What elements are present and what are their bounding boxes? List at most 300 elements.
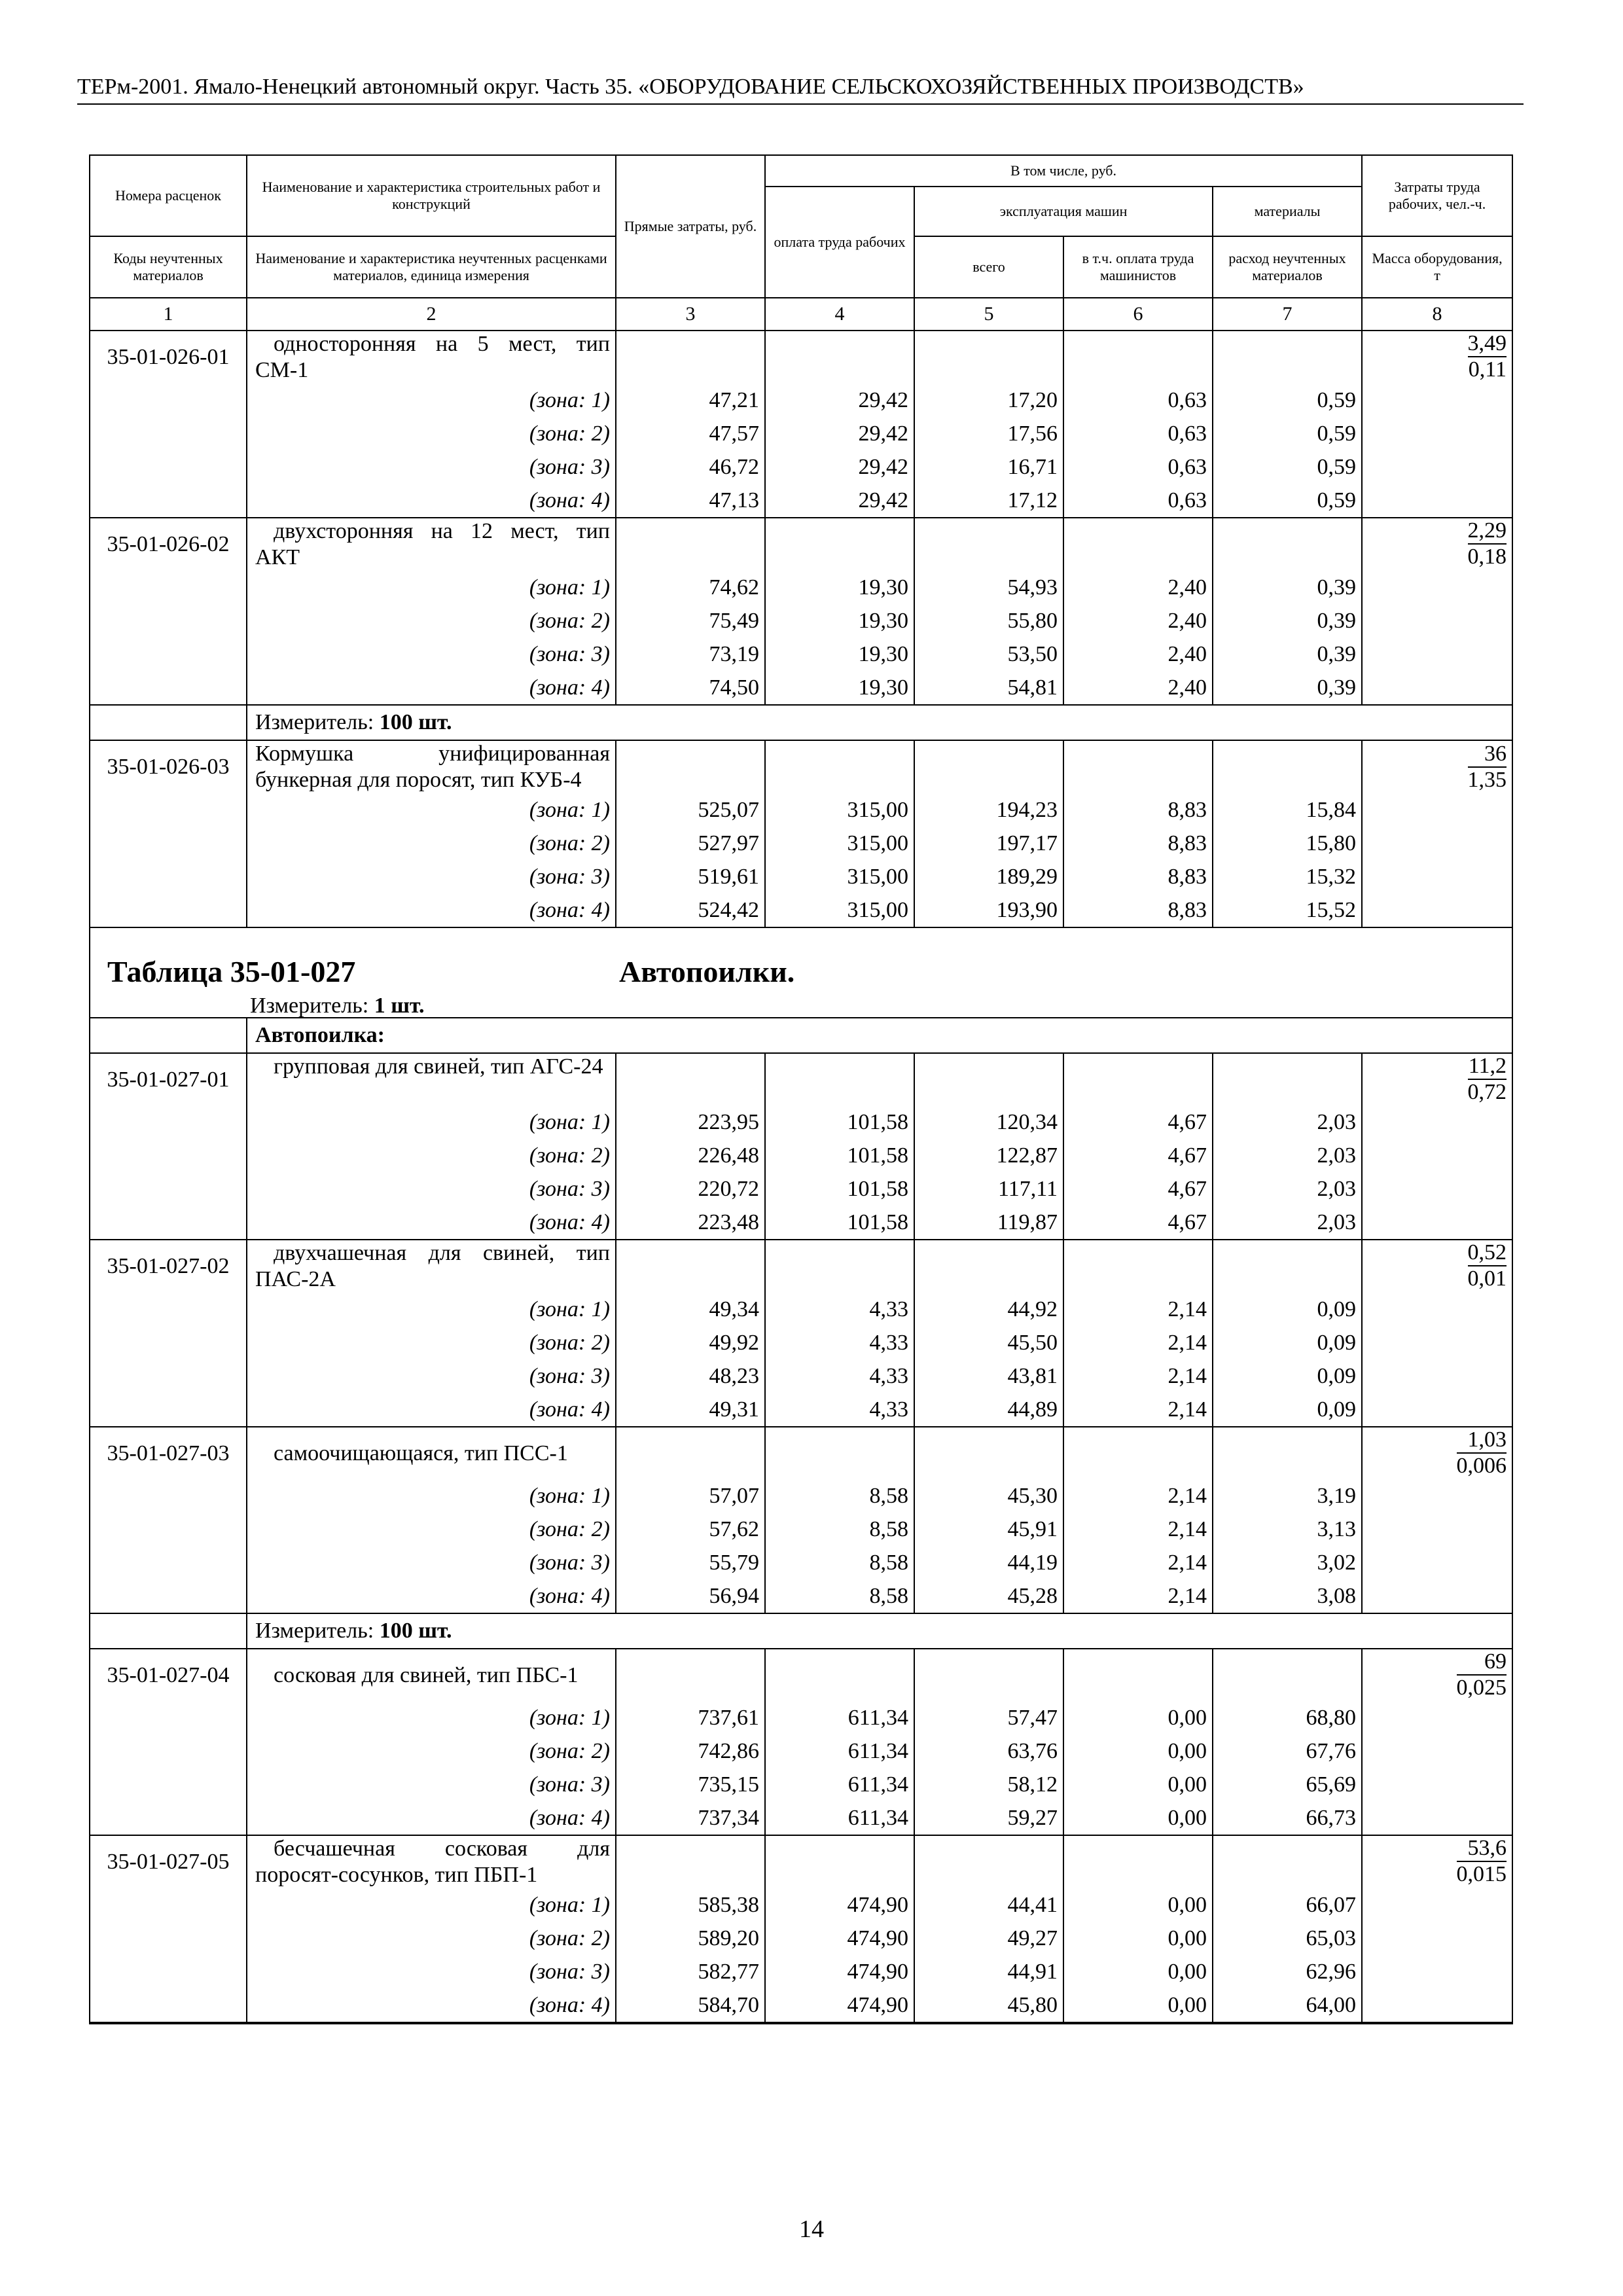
price-item-row [90, 1835, 1512, 1888]
zone-row [90, 1579, 1512, 1613]
labor-mass-fraction [1457, 1649, 1507, 1700]
labor-pay: 101,58 [765, 1139, 914, 1172]
machinists-pay: 2,14 [1063, 1513, 1213, 1546]
header-col4: оплата труда рабочих [765, 187, 914, 298]
machines-total: 16,71 [914, 450, 1063, 484]
zone-label: (зона: 4) [247, 1988, 616, 2023]
zone-row [90, 893, 1512, 927]
labor-pay: 474,90 [765, 1955, 914, 1988]
materials-cost: 2,03 [1213, 1139, 1362, 1172]
zone-label: (зона: 3) [247, 1172, 616, 1206]
zone-row [90, 1359, 1512, 1393]
labor-pay: 611,34 [765, 1801, 914, 1835]
labor-pay: 29,42 [765, 417, 914, 450]
machines-total: 189,29 [914, 860, 1063, 893]
zone-row [90, 1326, 1512, 1359]
header-machines: эксплуатация машин [914, 187, 1213, 236]
labor-pay: 4,33 [765, 1293, 914, 1326]
header-materials: материалы [1213, 187, 1362, 236]
labor-pay: 19,30 [765, 637, 914, 671]
header-col2-bottom: Наименование и характеристика неучтенных расценками материалов, единица измерения [247, 236, 616, 298]
machines-total: 45,50 [914, 1326, 1063, 1359]
header-col8-top: Затраты труда рабочих, чел.-ч. [1362, 155, 1512, 236]
machines-total: 197,17 [914, 827, 1063, 860]
labor-pay: 315,00 [765, 893, 914, 927]
zone-row [90, 604, 1512, 637]
direct-cost: 735,15 [616, 1768, 765, 1801]
materials-cost: 15,32 [1213, 860, 1362, 893]
machinists-pay: 2,40 [1063, 571, 1213, 604]
zone-label: (зона: 3) [247, 450, 616, 484]
zone-row [90, 1139, 1512, 1172]
measure-unit: 100 шт. [379, 710, 452, 734]
price-table [89, 154, 1513, 2024]
equipment-mass: 0,11 [1468, 357, 1507, 382]
direct-cost: 47,21 [616, 384, 765, 417]
labor-mass-fraction [1468, 331, 1507, 382]
price-code: 35-01-026-03 [90, 740, 247, 793]
direct-cost: 55,79 [616, 1546, 765, 1579]
labor-pay: 315,00 [765, 860, 914, 893]
machinists-pay: 2,40 [1063, 671, 1213, 705]
labor-pay: 19,30 [765, 571, 914, 604]
machinists-pay: 2,14 [1063, 1393, 1213, 1427]
labor-cost: 53,6 [1457, 1836, 1507, 1862]
zone-row [90, 1734, 1512, 1768]
zone-row [90, 1955, 1512, 1988]
machinists-pay: 0,00 [1063, 1888, 1213, 1922]
price-code: 35-01-027-02 [90, 1240, 247, 1293]
machinists-pay: 0,00 [1063, 1988, 1213, 2023]
column-number: 4 [765, 298, 914, 331]
zone-label: (зона: 1) [247, 1888, 616, 1922]
machines-total: 59,27 [914, 1801, 1063, 1835]
group-title: Автопоилка: [247, 1018, 1512, 1053]
machinists-pay: 2,14 [1063, 1293, 1213, 1326]
labor-pay: 19,30 [765, 604, 914, 637]
item-name: групповая для свиней, тип АГС-24 [247, 1053, 616, 1105]
materials-cost: 67,76 [1213, 1734, 1362, 1768]
column-number: 5 [914, 298, 1063, 331]
direct-cost: 527,97 [616, 827, 765, 860]
machinists-pay: 0,00 [1063, 1801, 1213, 1835]
zone-label: (зона: 1) [247, 1701, 616, 1734]
measure-label: Измеритель: [250, 994, 369, 1018]
direct-cost: 524,42 [616, 893, 765, 927]
zone-row [90, 1206, 1512, 1240]
zone-row [90, 384, 1512, 417]
direct-cost: 57,07 [616, 1479, 765, 1513]
price-code: 35-01-027-01 [90, 1053, 247, 1105]
machines-total: 49,27 [914, 1922, 1063, 1955]
column-number: 7 [1213, 298, 1362, 331]
zone-row [90, 637, 1512, 671]
item-name: бесчашечная сосковая для поросят-сосунков, тип ПБП-1 [247, 1835, 616, 1888]
machines-total: 58,12 [914, 1768, 1063, 1801]
materials-cost: 0,59 [1213, 484, 1362, 518]
price-item-row [90, 331, 1512, 384]
direct-cost: 742,86 [616, 1734, 765, 1768]
machines-total: 57,47 [914, 1701, 1063, 1734]
zone-label: (зона: 4) [247, 893, 616, 927]
direct-cost: 589,20 [616, 1922, 765, 1955]
materials-cost: 2,03 [1213, 1172, 1362, 1206]
labor-mass-fraction [1457, 1427, 1507, 1479]
direct-cost: 226,48 [616, 1139, 765, 1172]
labor-pay: 474,90 [765, 1888, 914, 1922]
machines-total: 54,93 [914, 571, 1063, 604]
direct-cost: 75,49 [616, 604, 765, 637]
direct-cost: 525,07 [616, 793, 765, 827]
zone-label: (зона: 3) [247, 1955, 616, 1988]
labor-pay: 8,58 [765, 1579, 914, 1613]
labor-pay: 4,33 [765, 1393, 914, 1427]
measure-line [250, 994, 425, 1018]
labor-cost: 0,52 [1468, 1240, 1507, 1266]
machinists-pay: 4,67 [1063, 1206, 1213, 1240]
labor-pay: 315,00 [765, 827, 914, 860]
direct-cost: 584,70 [616, 1988, 765, 2023]
materials-cost: 2,03 [1213, 1206, 1362, 1240]
equipment-mass: 0,01 [1467, 1266, 1507, 1291]
equipment-mass: 0,015 [1456, 1862, 1507, 1886]
measure-row [90, 1613, 1512, 1649]
zone-row [90, 1988, 1512, 2023]
materials-cost: 0,09 [1213, 1393, 1362, 1427]
column-number: 1 [90, 298, 247, 331]
zone-label: (зона: 1) [247, 1293, 616, 1326]
labor-pay: 474,90 [765, 1922, 914, 1955]
zone-row [90, 860, 1512, 893]
direct-cost: 48,23 [616, 1359, 765, 1393]
measure-unit: 100 шт. [379, 1619, 452, 1643]
zone-label: (зона: 2) [247, 1734, 616, 1768]
machines-total: 43,81 [914, 1359, 1063, 1393]
machinists-pay: 0,63 [1063, 484, 1213, 518]
labor-pay: 4,33 [765, 1359, 914, 1393]
labor-pay: 474,90 [765, 1988, 914, 2023]
materials-cost: 0,59 [1213, 417, 1362, 450]
machines-total: 117,11 [914, 1172, 1063, 1206]
column-number: 2 [247, 298, 616, 331]
machines-total: 44,92 [914, 1293, 1063, 1326]
direct-cost: 73,19 [616, 637, 765, 671]
item-name: двухсторонняя на 12 мест, тип АКТ [247, 518, 616, 571]
table-name: Автопоилки. [619, 955, 795, 988]
direct-cost: 737,34 [616, 1801, 765, 1835]
machines-total: 44,91 [914, 1955, 1063, 1988]
price-code: 35-01-027-05 [90, 1835, 247, 1888]
materials-cost: 66,07 [1213, 1888, 1362, 1922]
equipment-mass: 0,18 [1467, 545, 1507, 569]
zone-row [90, 1513, 1512, 1546]
equipment-mass: 0,006 [1456, 1454, 1507, 1478]
machinists-pay: 0,00 [1063, 1955, 1213, 1988]
page-header: ТЕРм-2001. Ямало-Ненецкий автономный округ. Часть 35. «ОБОРУДОВАНИЕ СЕЛЬСКОХОЗЯЙСТВЕННЫХ ПРОИЗВОДСТВ» [77, 73, 1524, 105]
direct-cost: 49,34 [616, 1293, 765, 1326]
machinists-pay: 0,63 [1063, 417, 1213, 450]
header-col3: Прямые затраты, руб. [616, 155, 765, 298]
direct-cost: 49,31 [616, 1393, 765, 1427]
measure-label: Измеритель: [255, 710, 374, 734]
materials-cost: 66,73 [1213, 1801, 1362, 1835]
machinists-pay: 2,14 [1063, 1359, 1213, 1393]
zone-label: (зона: 3) [247, 1768, 616, 1801]
column-number: 3 [616, 298, 765, 331]
price-item-row [90, 1649, 1512, 1701]
machinists-pay: 0,00 [1063, 1768, 1213, 1801]
price-item-row [90, 740, 1512, 793]
machinists-pay: 0,63 [1063, 450, 1213, 484]
machines-total: 120,34 [914, 1105, 1063, 1139]
price-code: 35-01-027-03 [90, 1427, 247, 1479]
machinists-pay: 0,00 [1063, 1701, 1213, 1734]
machines-total: 54,81 [914, 671, 1063, 705]
machines-total: 194,23 [914, 793, 1063, 827]
labor-pay: 611,34 [765, 1734, 914, 1768]
column-number: 6 [1063, 298, 1213, 331]
machines-total: 45,30 [914, 1479, 1063, 1513]
labor-pay: 101,58 [765, 1206, 914, 1240]
machines-total: 63,76 [914, 1734, 1063, 1768]
materials-cost: 0,59 [1213, 384, 1362, 417]
equipment-mass: 0,025 [1456, 1676, 1507, 1700]
machinists-pay: 2,14 [1063, 1479, 1213, 1513]
direct-cost: 585,38 [616, 1888, 765, 1922]
labor-pay: 101,58 [765, 1172, 914, 1206]
machinists-pay: 2,14 [1063, 1546, 1213, 1579]
labor-cost: 3,49 [1468, 331, 1507, 357]
measure-label: Измеритель: [255, 1619, 374, 1643]
page-number: 14 [799, 2215, 824, 2243]
zone-label: (зона: 2) [247, 1922, 616, 1955]
group-row [90, 1018, 1512, 1053]
price-item-row [90, 518, 1512, 571]
materials-cost: 3,13 [1213, 1513, 1362, 1546]
header-col1-top: Номера расценок [90, 155, 247, 236]
direct-cost: 220,72 [616, 1172, 765, 1206]
zone-row [90, 827, 1512, 860]
machines-total: 193,90 [914, 893, 1063, 927]
zone-label: (зона: 2) [247, 1139, 616, 1172]
zone-row [90, 793, 1512, 827]
labor-pay: 4,33 [765, 1326, 914, 1359]
labor-pay: 19,30 [765, 671, 914, 705]
materials-cost: 65,69 [1213, 1768, 1362, 1801]
zone-row [90, 1546, 1512, 1579]
labor-pay: 611,34 [765, 1768, 914, 1801]
machines-total: 119,87 [914, 1206, 1063, 1240]
zone-label: (зона: 4) [247, 1801, 616, 1835]
machinists-pay: 8,83 [1063, 827, 1213, 860]
labor-mass-fraction [1457, 1836, 1507, 1887]
labor-cost: 2,29 [1468, 518, 1507, 545]
machinists-pay: 4,67 [1063, 1139, 1213, 1172]
zone-row [90, 450, 1512, 484]
direct-cost: 47,57 [616, 417, 765, 450]
materials-cost: 0,09 [1213, 1293, 1362, 1326]
direct-cost: 57,62 [616, 1513, 765, 1546]
direct-cost: 46,72 [616, 450, 765, 484]
zone-label: (зона: 3) [247, 1359, 616, 1393]
zone-label: (зона: 2) [247, 417, 616, 450]
header-col1-bottom: Коды неучтенных материалов [90, 236, 247, 298]
zone-label: (зона: 4) [247, 671, 616, 705]
direct-cost: 74,62 [616, 571, 765, 604]
zone-label: (зона: 2) [247, 827, 616, 860]
zone-label: (зона: 1) [247, 793, 616, 827]
item-name: Кормушка унифицированная бункерная для поросят, тип КУБ-4 [247, 740, 616, 793]
equipment-mass: 1,35 [1467, 767, 1507, 792]
zone-row [90, 1293, 1512, 1326]
machines-total: 17,56 [914, 417, 1063, 450]
zone-label: (зона: 1) [247, 384, 616, 417]
measure-unit: 1 шт. [374, 994, 425, 1018]
labor-cost: 69 [1457, 1649, 1507, 1676]
labor-pay: 611,34 [765, 1701, 914, 1734]
labor-pay: 8,58 [765, 1479, 914, 1513]
labor-mass-fraction [1468, 1240, 1507, 1291]
item-name: двухчашечная для свиней, тип ПАС-2А [247, 1240, 616, 1293]
machines-total: 44,89 [914, 1393, 1063, 1427]
machinists-pay: 2,40 [1063, 637, 1213, 671]
machinists-pay: 2,14 [1063, 1326, 1213, 1359]
machines-total: 45,80 [914, 1988, 1063, 2023]
labor-cost: 1,03 [1457, 1427, 1507, 1454]
labor-pay: 315,00 [765, 793, 914, 827]
machines-total: 45,91 [914, 1513, 1063, 1546]
materials-cost: 3,19 [1213, 1479, 1362, 1513]
zone-label: (зона: 3) [247, 637, 616, 671]
machinists-pay: 8,83 [1063, 793, 1213, 827]
zone-row [90, 1768, 1512, 1801]
direct-cost: 519,61 [616, 860, 765, 893]
zone-row [90, 1105, 1512, 1139]
zone-row [90, 571, 1512, 604]
labor-cost: 11,2 [1468, 1054, 1507, 1080]
machines-total: 44,41 [914, 1888, 1063, 1922]
materials-cost: 15,84 [1213, 793, 1362, 827]
labor-pay: 29,42 [765, 450, 914, 484]
materials-cost: 3,08 [1213, 1579, 1362, 1613]
price-table-sheet [89, 154, 1512, 2024]
item-name: самоочищающаяся, тип ПСС-1 [247, 1427, 616, 1479]
header-col2-top: Наименование и характеристика строительных работ и конструкций [247, 155, 616, 236]
zone-row [90, 671, 1512, 705]
materials-cost: 0,39 [1213, 671, 1362, 705]
materials-cost: 64,00 [1213, 1988, 1362, 2023]
direct-cost: 737,61 [616, 1701, 765, 1734]
table-title-row [90, 927, 1512, 1018]
machines-total: 17,20 [914, 384, 1063, 417]
zone-label: (зона: 1) [247, 571, 616, 604]
price-item-row [90, 1427, 1512, 1479]
materials-cost: 0,39 [1213, 604, 1362, 637]
materials-cost: 15,52 [1213, 893, 1362, 927]
zone-row [90, 1888, 1512, 1922]
machinists-pay: 2,14 [1063, 1579, 1213, 1613]
labor-mass-fraction [1468, 1054, 1507, 1105]
materials-cost: 2,03 [1213, 1105, 1362, 1139]
labor-pay: 8,58 [765, 1546, 914, 1579]
header-col5: всего [914, 236, 1063, 298]
header-col6: в т.ч. оплата труда машинистов [1063, 236, 1213, 298]
zone-row [90, 484, 1512, 518]
zone-label: (зона: 2) [247, 604, 616, 637]
equipment-mass: 0,72 [1467, 1080, 1507, 1104]
machinists-pay: 8,83 [1063, 860, 1213, 893]
machinists-pay: 2,40 [1063, 604, 1213, 637]
header-col8-bottom: Масса оборудования, т [1362, 236, 1512, 298]
materials-cost: 0,39 [1213, 637, 1362, 671]
zone-label: (зона: 2) [247, 1513, 616, 1546]
measure-row [90, 705, 1512, 740]
materials-cost: 0,09 [1213, 1326, 1362, 1359]
zone-row [90, 1701, 1512, 1734]
labor-pay: 29,42 [765, 484, 914, 518]
price-code: 35-01-026-02 [90, 518, 247, 571]
machinists-pay: 4,67 [1063, 1172, 1213, 1206]
machinists-pay: 8,83 [1063, 893, 1213, 927]
zone-row [90, 1172, 1512, 1206]
machinists-pay: 0,00 [1063, 1922, 1213, 1955]
price-item-row [90, 1053, 1512, 1105]
header-col7: расход неучтенных материалов [1213, 236, 1362, 298]
labor-pay: 8,58 [765, 1513, 914, 1546]
zone-label: (зона: 2) [247, 1326, 616, 1359]
machines-total: 122,87 [914, 1139, 1063, 1172]
labor-pay: 29,42 [765, 384, 914, 417]
direct-cost: 47,13 [616, 484, 765, 518]
materials-cost: 68,80 [1213, 1701, 1362, 1734]
item-name: односторонняя на 5 мест, тип СМ-1 [247, 331, 616, 384]
direct-cost: 49,92 [616, 1326, 765, 1359]
direct-cost: 223,48 [616, 1206, 765, 1240]
zone-label: (зона: 1) [247, 1479, 616, 1513]
zone-row [90, 1393, 1512, 1427]
machinists-pay: 0,63 [1063, 384, 1213, 417]
zone-row [90, 1801, 1512, 1835]
machines-total: 55,80 [914, 604, 1063, 637]
materials-cost: 0,09 [1213, 1359, 1362, 1393]
direct-cost: 56,94 [616, 1579, 765, 1613]
materials-cost: 62,96 [1213, 1955, 1362, 1988]
direct-cost: 582,77 [616, 1955, 765, 1988]
price-item-row [90, 1240, 1512, 1293]
machinists-pay: 4,67 [1063, 1105, 1213, 1139]
zone-label: (зона: 4) [247, 1206, 616, 1240]
machinists-pay: 0,00 [1063, 1734, 1213, 1768]
zone-label: (зона: 3) [247, 860, 616, 893]
machines-total: 53,50 [914, 637, 1063, 671]
direct-cost: 74,50 [616, 671, 765, 705]
zone-label: (зона: 4) [247, 1393, 616, 1427]
materials-cost: 0,59 [1213, 450, 1362, 484]
zone-row [90, 1922, 1512, 1955]
zone-label: (зона: 4) [247, 1579, 616, 1613]
zone-label: (зона: 4) [247, 484, 616, 518]
header-including: В том числе, руб. [765, 155, 1362, 187]
materials-cost: 0,39 [1213, 571, 1362, 604]
materials-cost: 65,03 [1213, 1922, 1362, 1955]
labor-mass-fraction [1468, 518, 1507, 569]
materials-cost: 15,80 [1213, 827, 1362, 860]
machines-total: 17,12 [914, 484, 1063, 518]
labor-pay: 101,58 [765, 1105, 914, 1139]
price-code: 35-01-027-04 [90, 1649, 247, 1701]
zone-row [90, 417, 1512, 450]
price-code: 35-01-026-01 [90, 331, 247, 384]
